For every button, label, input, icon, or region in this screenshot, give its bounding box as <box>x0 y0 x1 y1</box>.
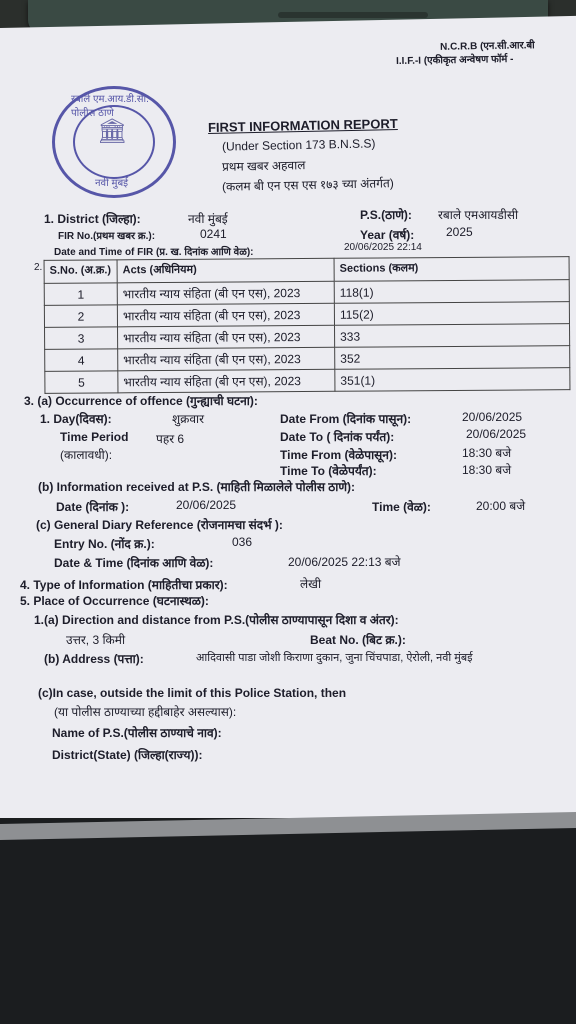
under-section: (Under Section 173 B.N.S.S) <box>221 136 376 154</box>
row-section: 351(1) <box>335 368 570 392</box>
address-value: आदिवासी पाडा जोशी किराणा दुकान, जुना चिंचपाडा, ऐरोली, नवी मुंबई <box>196 652 473 664</box>
date-from-value: 20/06/2025 <box>462 410 523 424</box>
row-section: 118(1) <box>334 280 569 304</box>
entry-value: 036 <box>232 535 253 549</box>
emblem-icon: 🏛 <box>97 118 128 145</box>
info-time-value: 20:00 बजे <box>476 499 526 513</box>
row-sno: 3 <box>45 327 118 350</box>
date-to-value: 20/06/2025 <box>466 427 527 441</box>
header-sections: Sections (कलम) <box>334 257 569 282</box>
row-act: भारतीय न्याय संहिता (बी एन एस), 2023 <box>118 369 335 393</box>
title-marathi: प्रथम खबर अहवाल <box>221 158 306 174</box>
row-sno: 4 <box>45 349 118 372</box>
fir-label: FIR No.(प्रथम खबर क्र.): <box>58 231 156 242</box>
phone-bottom-shadow <box>0 818 576 1024</box>
iif-header: I.I.F.-I (एकीकृत अन्वेषण फॉर्म - <box>395 53 514 68</box>
info-date-label: Date (दिनांक ): <box>56 500 130 514</box>
beat-label: Beat No. (बिट क्र.): <box>310 633 406 647</box>
section-marathi: (कलम बी एन एस एस १७३ च्या अंतर्गत) <box>221 176 394 194</box>
row-act: भारतीय न्याय संहिता (बी एन एस), 2023 <box>117 303 334 327</box>
date-from-label: Date From (दिनांक पासून): <box>280 412 412 426</box>
time-period-value: पहर 6 <box>156 432 185 446</box>
table-row <box>45 368 570 394</box>
row-section: 352 <box>335 346 570 370</box>
occurrence-heading: 3. (a) Occurrence of offence (गुन्ह्याची घटना): <box>24 394 258 408</box>
stamp-bottom-text: नवी मुंबई <box>95 178 129 189</box>
year-label: Year (वर्ष): <box>360 228 415 242</box>
ncrb-header: N.C.R.B (एन.सी.आर.बी <box>439 40 535 53</box>
fir-value: 0241 <box>200 227 227 241</box>
type-info-label: 4. Type of Information (माहितीचा प्रकार): <box>20 578 228 592</box>
info-received-heading: (b) Information received at P.S. (माहिती मिळालेले पोलीस ठाणे): <box>38 480 356 494</box>
outside-heading: (c)In case, outside the limit of this Police Station, then <box>38 686 347 700</box>
row-act: भारतीय न्याय संहिता (बी एन एस), 2023 <box>118 325 335 349</box>
row-act: भारतीय न्याय संहिता (बी एन एस), 2023 <box>118 347 335 371</box>
district-state-label: District(State) (जिल्हा(राज्य)): <box>52 748 203 762</box>
time-from-label: Time From (वेळेपासून): <box>280 448 397 462</box>
document-title: FIRST INFORMATION REPORT <box>207 116 398 135</box>
day-label: 1. Day(दिवस): <box>40 412 112 426</box>
district-label: 1. District (जिल्हा): <box>44 212 141 226</box>
fir-document <box>0 30 576 830</box>
stamp-top-text: रबाले एम.आय.डी.सी. पोलीस ठाणे <box>71 94 149 119</box>
acts-table <box>44 256 571 394</box>
row-act: भारतीय न्याय संहिता (बी एन एस), 2023 <box>117 281 334 305</box>
row-sno: 2 <box>44 305 117 328</box>
fir-datetime-label: Date and Time of FIR (प्र. ख. दिनांक आणि वेळ): <box>54 247 254 258</box>
day-value: शुक्रवार <box>172 412 205 426</box>
entry-label: Entry No. (नोंद क्र.): <box>54 537 155 551</box>
ps-value: रबाले एमआयडीसी <box>438 208 519 222</box>
time-to-label: Time To (वेळेपर्यंत): <box>280 464 377 478</box>
time-period-label: Time Period <box>60 430 129 444</box>
district-value: नवी मुंबई <box>188 212 228 226</box>
date-to-label: Date To ( दिनांक पर्यंत): <box>280 430 395 444</box>
info-time-label: Time (वेळ): <box>372 500 431 514</box>
header-acts: Acts (अधिनियम) <box>117 258 334 283</box>
ps-label: P.S.(ठाणे): <box>360 208 412 222</box>
time-from-value: 18:30 बजे <box>462 446 512 460</box>
row-section: 115(2) <box>334 302 569 326</box>
type-info-value: लेखी <box>300 577 322 591</box>
diary-heading: (c) General Diary Reference (रोजनामचा संदर्भ ): <box>36 518 283 532</box>
info-date-value: 20/06/2025 <box>176 498 237 512</box>
row-sno: 5 <box>45 371 118 394</box>
time-period-mr: (कालावधी): <box>60 448 113 462</box>
diary-datetime-label: Date & Time (दिनांक आणि वेळ): <box>54 556 214 570</box>
row-section: 333 <box>335 324 570 348</box>
time-to-value: 18:30 बजे <box>462 463 512 477</box>
fir-datetime-value: 20/06/2025 22:14 <box>344 242 422 253</box>
row-sno: 1 <box>44 283 117 306</box>
diary-datetime-value: 20/06/2025 22:13 बजे <box>288 555 401 569</box>
header-sno: S.No. (अ.क्र.) <box>44 260 117 284</box>
acts-section-number: 2. <box>34 262 43 273</box>
direction-label: 1.(a) Direction and distance from P.S.(पोलीस ठाण्यापासून दिशा व अंतर): <box>34 613 399 627</box>
ps-name-label: Name of P.S.(पोलीस ठाण्याचे नाव): <box>52 726 222 740</box>
direction-value: उत्तर, 3 किमी <box>66 633 126 647</box>
outside-marathi: (या पोलीस ठाण्याच्या हद्दीबाहेर असल्यास): <box>54 705 237 719</box>
address-label: (b) Address (पत्ता): <box>44 652 144 666</box>
place-heading: 5. Place of Occurrence (घटनास्थळ): <box>20 594 209 608</box>
year-value: 2025 <box>446 225 473 239</box>
police-stamp <box>52 86 176 198</box>
